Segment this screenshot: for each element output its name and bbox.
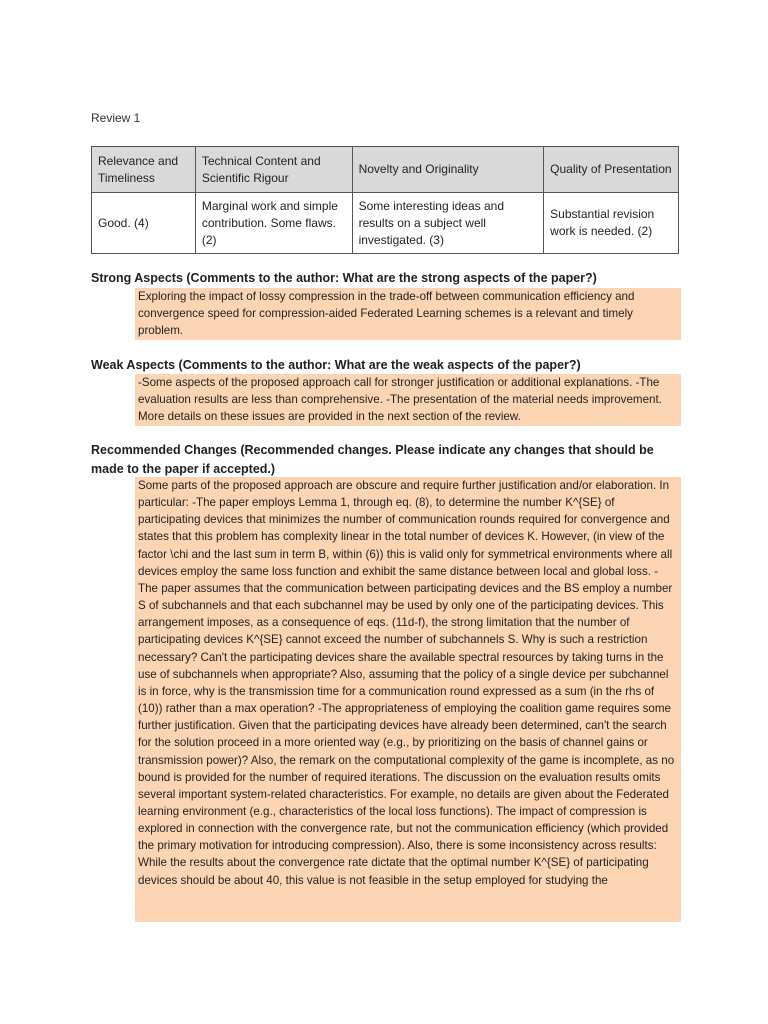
strong-aspects-text: Exploring the impact of lossy compression in the trade-off between communication efficiency and convergence speed for compression-aided Federated Learning schemes is a relevant and timely problem. [135, 288, 681, 340]
value-presentation-quality: Substantial revision work is needed. (2) [544, 193, 679, 254]
header-novelty: Novelty and Originality [352, 147, 544, 193]
scores-header-row [92, 147, 679, 193]
weak-aspects-text: -Some aspects of the proposed approach call for stronger justification or additional explanations. -The evaluation results are less than comprehensive. -The presentation of the material needs improvement. More details on these issues are provided in the next section of the review. [135, 374, 681, 426]
weak-aspects-heading: Weak Aspects (Comments to the author: What are the weak aspects of the paper?) [91, 358, 581, 372]
scores-value-row [92, 193, 679, 254]
value-relevance: Good. (4) [92, 193, 196, 254]
review-title: Review 1 [91, 111, 141, 125]
recommended-changes-heading: Recommended Changes (Recommended changes. Please indicate any changes that should be made to the paper if accepted.) [91, 443, 654, 476]
header-relevance: Relevance and Timeliness [92, 147, 196, 193]
header-technical-content: Technical Content and Scientific Rigour [195, 147, 352, 193]
strong-aspects-heading: Strong Aspects (Comments to the author: What are the strong aspects of the paper?) [91, 271, 597, 285]
recommended-changes-text: Some parts of the proposed approach are obscure and require further justification and/or elaboration. In particular: -The paper employs Lemma 1, through eq. (8), to determine the number K^{SE} of participating devices that minimizes the number of communication rounds required for convergence and states that this problem has complexity linear in the total number of devices K. However, (in view of the factor \chi and the last sum in term B, within (6)) this is valid only for symmetrical environments where all devices employ the same loss function and exhibit the same distance between local and global loss. -The paper assumes that the communication between participating devices and the BS employ a number S of subchannels and that each subchannel may be used by only one of the participating devices. This arrangement imposes, as a consequence of eqs. (11d-f), the strong limitation that the number of participating devices K^{SE} cannot exceed the number of subchannels S. Why is such a restriction necessary? Can't the participating devices share the available spectral resources by taking turns in the use of subchannels when appropriate? Also, assuming that the policy of a single device per subchannel is in force, why is the transmission time for a communication round expressed as a sum (in the rhs of (10)) rather than a max operation? -The appropriateness of employing the coalition game requires some further justification. Given that the participating devices have already been determined, can't the search for the solution proceed in a more oriented way (e.g., by prioritizing on the basis of channel gains or transmission power)? Also, the remark on the computational complexity of the game is incomplete, as no bound is provided for the number of required iterations. The discussion on the evaluation results omits several important system-related characteristics. For example, no details are given about the Federated learning environment (e.g., characteristics of the local loss functions). The impact of compression is explored in connection with the convergence rate, but not the communication efficiency (which provided the primary motivation for introducing compression). Also, there is some inconsistency across results: While the results about the convergence rate dictate that the optimal number K^{SE} of participating devices should be about 40, this value is not feasible in the setup employed for studying the [135, 477, 681, 922]
scores-table [91, 146, 679, 254]
value-technical-content: Marginal work and simple contribution. Some flaws. (2) [195, 193, 352, 254]
value-novelty: Some interesting ideas and results on a subject well investigated. (3) [352, 193, 544, 254]
header-presentation-quality: Quality of Presentation [544, 147, 679, 193]
